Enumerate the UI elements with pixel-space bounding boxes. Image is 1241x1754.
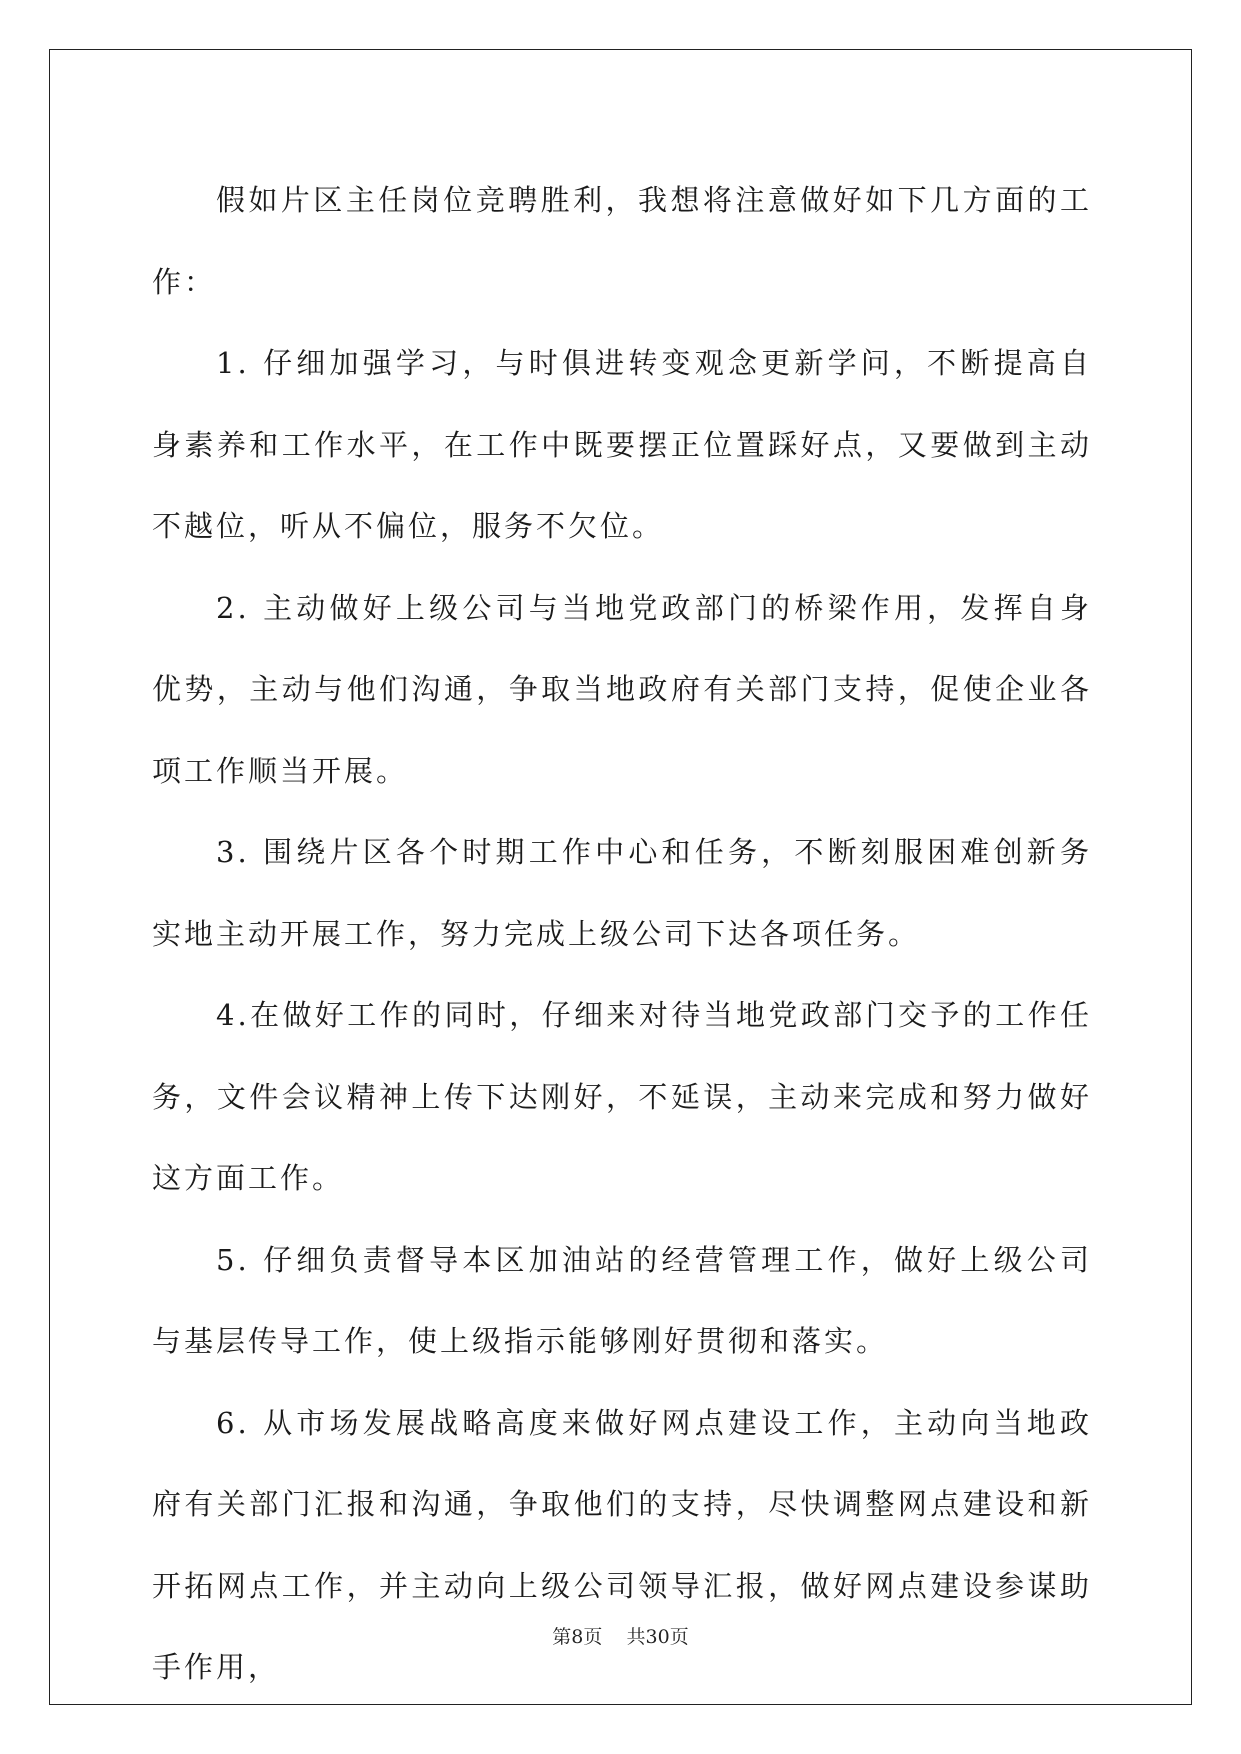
page-footer — [0, 1622, 1241, 1649]
paragraph-item-3: 3. 围绕片区各个时期工作中心和任务，不断刻服困难创新务实地主动开展工作，努力完成上级公司下达各项任务。 — [152, 835, 1092, 951]
paragraph-intro: 假如片区主任岗位竞聘胜利，我想将注意做好如下几方面的工作： — [152, 183, 1092, 299]
paragraph-item-2: 2. 主动做好上级公司与当地党政部门的桥梁作用，发挥自身优势，主动与他们沟通，争取当地政府有关部门支持，促使企业各项工作顺当开展。 — [152, 590, 1092, 788]
paragraph-item-6: 6. 从市场发展战略高度来做好网点建设工作，主动向当地政府有关部门汇报和沟通，争取他们的支持，尽快调整网点建设和新开拓网点工作，并主动向上级公司领导汇报，做好网点建设参谋助手作用， — [152, 1405, 1092, 1684]
paragraph-item-4: 4.在做好工作的同时，仔细来对待当地党政部门交予的工作任务，文件会议精神上传下达刚好，不延误，主动来完成和努力做好这方面工作。 — [152, 998, 1092, 1195]
paragraph-item-1: 1. 仔细加强学习，与时俱进转变观念更新学问，不断提高自身素养和工作水平，在工作中既要摆正位置踩好点，又要做到主动不越位，听从不偏位，服务不欠位。 — [152, 346, 1092, 543]
page-number: 第8页 共30页 — [552, 1626, 689, 1648]
document-body — [152, 160, 1092, 1709]
paragraph-item-5: 5. 仔细负责督导本区加油站的经营管理工作，做好上级公司与基层传导工作，使上级指示能够刚好贯彻和落实。 — [152, 1242, 1092, 1358]
